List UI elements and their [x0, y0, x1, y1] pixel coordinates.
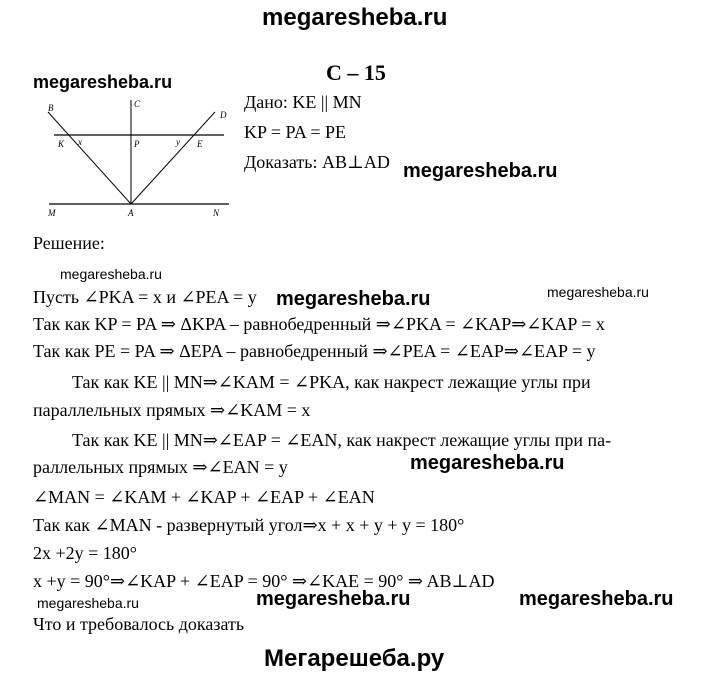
solution-line: раллельных прямых ⇒∠EAN = y [33, 457, 288, 477]
label-c: C [134, 99, 141, 109]
watermark-bottom-right: megaresheba.ru [519, 588, 674, 610]
solution-line: Так как ∠MAN - развернутый угол⇒x + x + y + y = 180° [33, 515, 465, 535]
watermark-line1-small: megaresheba.ru [547, 284, 649, 300]
label-m: M [48, 208, 56, 218]
label-y: y [176, 137, 180, 147]
watermark-line1: megaresheba.ru [276, 288, 431, 310]
footer-watermark: Мегарешеба.ру [264, 645, 445, 672]
watermark-bottom-center: megaresheba.ru [256, 588, 411, 610]
given-line-2: KP = PA = PE [244, 122, 347, 142]
solution-line: параллельных прямых ⇒∠KAM = x [33, 400, 311, 420]
label-p: P [134, 139, 140, 149]
line-ba [48, 112, 131, 204]
label-a: A [128, 208, 134, 218]
solution-line: Так как KE || MN⇒∠KAM = ∠PKA, как накрест лежащие углы при [72, 372, 591, 392]
solution-line: Пусть ∠PKA = x и ∠PEA = y [33, 287, 257, 307]
label-e: E [197, 139, 203, 149]
label-x: x [78, 137, 82, 147]
solution-line: Так как KP = PA ⇒ ΔKPA – равнобедренный ⇒∠PKA = ∠KAP⇒∠KAP = x [33, 314, 605, 334]
header-watermark: megaresheba.ru [262, 4, 448, 31]
watermark-given: megaresheba.ru [403, 160, 558, 182]
solution-line: Так как KE || MN⇒∠EAP = ∠EAN, как накрест лежащие углы при па- [72, 430, 612, 450]
problem-number: С – 15 [326, 60, 386, 85]
line-da [131, 112, 215, 204]
watermark-bottom-small: megaresheba.ru [37, 595, 139, 611]
given-line-1: Дано: KE || MN [244, 92, 362, 112]
label-k: K [58, 139, 65, 149]
solution-heading: Решение: [33, 233, 105, 253]
solution-line: ∠MAN = ∠KAM + ∠KAP + ∠EAP + ∠EAN [33, 487, 375, 507]
solution-line: 2x +2y = 180° [33, 543, 138, 563]
label-d: D [220, 110, 227, 120]
watermark-mid: megaresheba.ru [410, 452, 565, 474]
watermark-solution: megaresheba.ru [60, 266, 162, 282]
label-b: B [48, 103, 54, 113]
label-n: N [213, 208, 220, 218]
prove-statement: Доказать: AB⊥AD [244, 152, 390, 172]
conclusion-line: Что и требовалось доказать [33, 614, 245, 634]
watermark-figure: megaresheba.ru [33, 72, 173, 92]
solution-line: x +y = 90°⇒∠KAP + ∠EAP = 90° ⇒∠KAE = 90° ⇒ AB⊥AD [33, 571, 495, 591]
solution-line: Так как PE = PA ⇒ ΔEPA – равнобедренный ⇒∠PEA = ∠EAP⇒∠EAP = y [33, 341, 596, 361]
geometry-figure [44, 98, 234, 220]
